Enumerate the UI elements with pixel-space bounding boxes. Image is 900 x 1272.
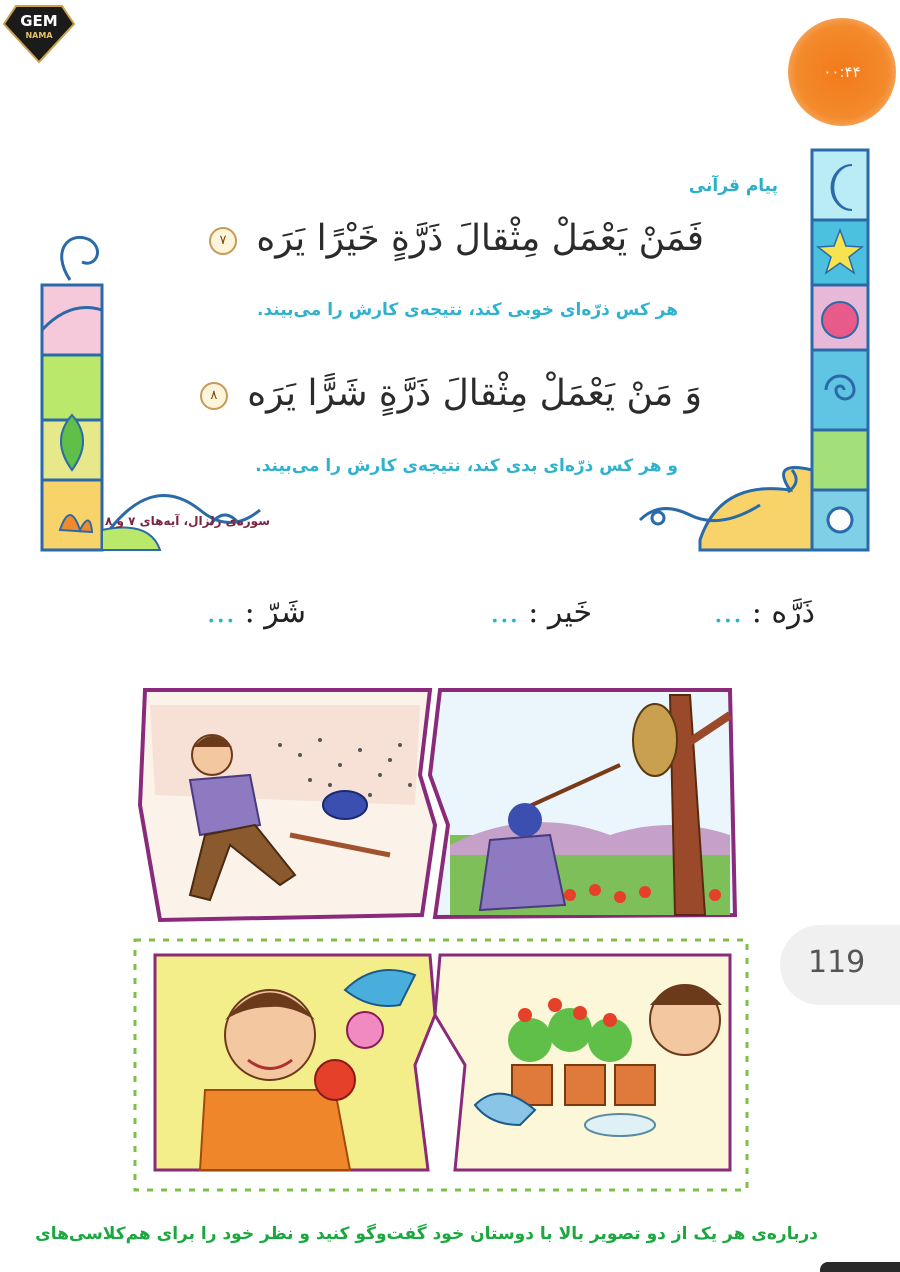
right-border-column [640,150,868,550]
vocab-blank: ... [206,595,236,630]
verse-reference: سوره‌ی زلزال، آیه‌های ۷ و ۸ [104,514,270,528]
timer-text: ۰۰:۴۴ [823,63,861,81]
vocab-item-kheyr [490,595,592,630]
vocab-word: ذَرَّه : [751,595,815,630]
bottom-edge-bar [820,1262,900,1272]
vocab-item-zarreh [714,595,815,630]
ayah-number-badge: ۸ [200,382,228,410]
panel-boy-feeding-bird [435,955,730,1170]
vocab-blank: ... [490,595,519,630]
panel-boy-running [140,690,435,920]
timer-badge [788,18,896,126]
page-number: 119 [808,945,866,980]
vocab-word: خَیر : [528,595,592,630]
pomegranate-icon [822,302,858,338]
decorative-frame [0,140,900,560]
verse-2-text: وَ مَنْ يَعْمَلْ مِثْقالَ ذَرَّةٍ شَرًّا يَرَه [247,373,702,414]
verse-1-text: فَمَنْ يَعْمَلْ مِثْقالَ ذَرَّةٍ خَيْرًا يَرَه [256,218,704,259]
panel-boy-beehive [430,690,735,917]
vocab-blank: ... [713,595,743,630]
ayah-number-badge: ۷ [209,227,237,255]
vocab-word: شَرّ : [244,595,306,630]
verse-2-translation: و هر کس ذرّه‌ای بدی کند، نتیجه‌ی کارش را می‌بیند. [255,456,678,476]
verse-1 [209,218,704,259]
panel-happy-boy-flower [155,955,435,1170]
gem-nama-logo [2,2,76,64]
logo-text-gem: GEM [20,12,58,30]
vocab-item-sharr [207,595,307,630]
activity-instruction: درباره‌ی هر یک از دو تصویر بالا با دوستان خود گفت‌وگو کنید و نظر خود را برای هم‌کلاسی‌های [35,1224,818,1244]
verse-1-translation: هر کس ذرّه‌ای خوبی کند، نتیجه‌ی کارش را می‌بیند. [257,300,678,320]
verse-2 [200,373,702,414]
illustration-panels [130,685,755,1195]
logo-text-nama: NAMA [25,31,53,40]
section-title: پیام قرآنی [688,176,778,196]
